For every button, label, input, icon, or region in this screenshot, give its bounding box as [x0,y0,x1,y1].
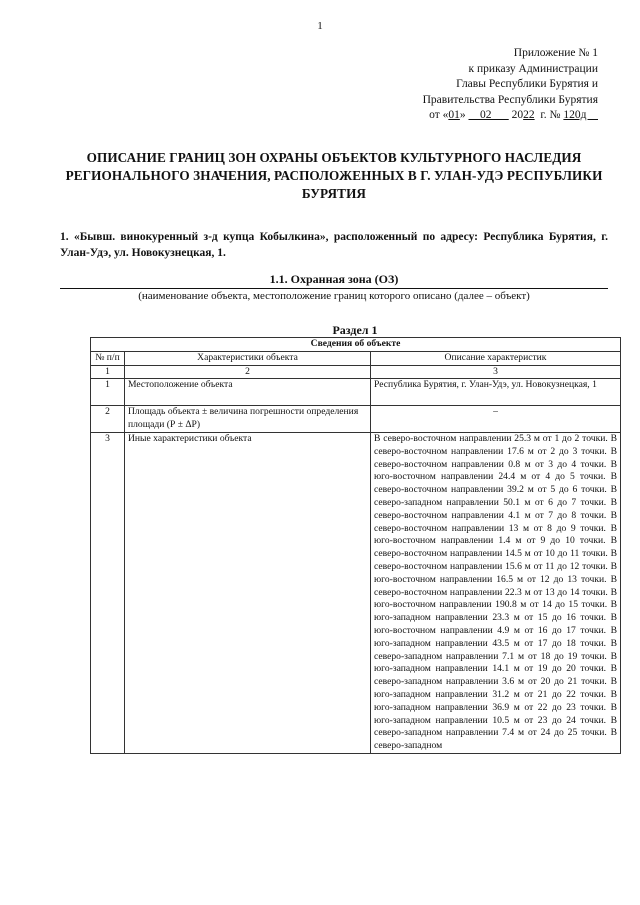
colnum-1: 1 [91,365,125,379]
page-number: 1 [317,20,323,32]
zone-caption: (наименование объекта, местоположение границ которого описано (далее – объект) [138,290,530,302]
row-characteristic: Местоположение объекта [125,379,371,406]
year-prefix: 20 [508,109,524,121]
appendix-line-3: Главы Республики Бурятия и [456,78,598,90]
appendix-block [423,46,598,124]
table-caption: Сведения об объекте [91,338,621,352]
order-number: 120д [563,109,598,121]
zone-underline [60,288,608,289]
document-title: ОПИСАНИЕ ГРАНИЦ ЗОН ОХРАНЫ ОБЪЕКТОВ КУЛЬТУРНОГО НАСЛЕДИЯ РЕГИОНАЛЬНОГО ЗНАЧЕНИЯ, РАСПОЛОЖЕННЫХ В Г. УЛАН-УДЭ РЕСПУБЛИКИ БУРЯТИЯ [65,150,603,201]
order-year: 22 [523,109,535,121]
row-characteristic: Площадь объекта ± величина погрешности определения площади (Р ± ΔР) [125,406,371,433]
table-row [91,379,621,406]
row-description: – [371,406,621,433]
header-characteristic: Характеристики объекта [125,351,371,365]
zone-title: 1.1. Охранная зона (ОЗ) [269,272,399,286]
colnum-3: 3 [371,365,621,379]
appendix-line-2: к приказу Администрации [468,62,598,75]
row-num: 2 [91,406,125,433]
row-description: Республика Бурятия, г. Улан-Удэ, ул. Новокузнецкая, 1 [371,379,621,406]
order-day: 01 [448,109,460,121]
table-row [91,432,621,753]
row-characteristic: Иные характеристики объекта [125,432,371,753]
header-description: Описание характеристик [371,351,621,365]
appendix-date-line [423,108,598,124]
day-suffix: » [459,109,469,121]
row-num: 1 [91,379,125,406]
row-num: 3 [91,432,125,753]
object-heading: 1. «Бывш. винокуренный з-д купца Кобылкина», расположенный по адресу: Республика Бурятия, г. Улан-Удэ, ул. Новокузнецкая, 1. [60,231,608,259]
table-header-row [91,351,621,365]
order-month: 02 [468,109,509,121]
table-colnum-row [91,365,621,379]
year-suffix: г. № [534,109,564,121]
section-title: Раздел 1 [332,323,378,337]
object-info-table [90,337,621,754]
appendix-line-1: Приложение № 1 [513,47,598,59]
row-description: В северо-восточном направлении 25.3 м от 1 до 2 точки. В северо-восточном направлении 17.6 м от 2 до 3 точки. В северо-восточном направлении 0.8 м от 3 до 4 точки. В юго-восточном направлении 24.4 м от 4 до 5 точки. В северо-восточном направлении 39.2 м от 5 до 6 точки. В северо-западном направлении 50.1 м от 6 до 7 точки. В северо-восточном направлении 4.1 м от 7 до 8 точки. В северо-восточном направлении 13 м от 8 до 9 точки. В юго-восточном направлении 1.4 м от 9 до 10 точки. В северо-восточном направлении 14.5 м от 10 до 11 точки. В северо-восточном направлении 15.6 м от 11 до 12 точки. В юго-восточном направлении 16.5 м от 12 до 13 точки. В северо-восточном направлении 22.3 м от 13 до 14 точки. В юго-восточном направлении 190.8 м от 14 до 15 точки. В юго-западном направлении 23.3 м от 15 до 16 точки. В юго-восточном направлении 4.9 м от 16 до 17 точки. В юго-западном направлении 43.5 м от 17 до 18 точки. В северо-западном направлении 7.1 м от 18 до 19 точки. В юго-западном направлении 14.1 м от 19 до 20 точки. В северо-западном направлении 3.6 м от 20 до 21 точки. В юго-западном направлении 31.2 м от 21 до 22 точки. В юго-западном направлении 36.9 м от 22 до 23 точки. В юго-западном направлении 10.5 м от 23 до 24 точки. В северо-западном направлении 7.4 м от 24 до 25 точки. В северо-западном [371,432,621,753]
header-num: № п/п [91,351,125,365]
table-row [91,406,621,433]
appendix-line-4: Правительства Республики Бурятия [422,93,598,106]
date-prefix: от « [429,109,449,121]
table-caption-row [91,338,621,352]
colnum-2: 2 [125,365,371,379]
